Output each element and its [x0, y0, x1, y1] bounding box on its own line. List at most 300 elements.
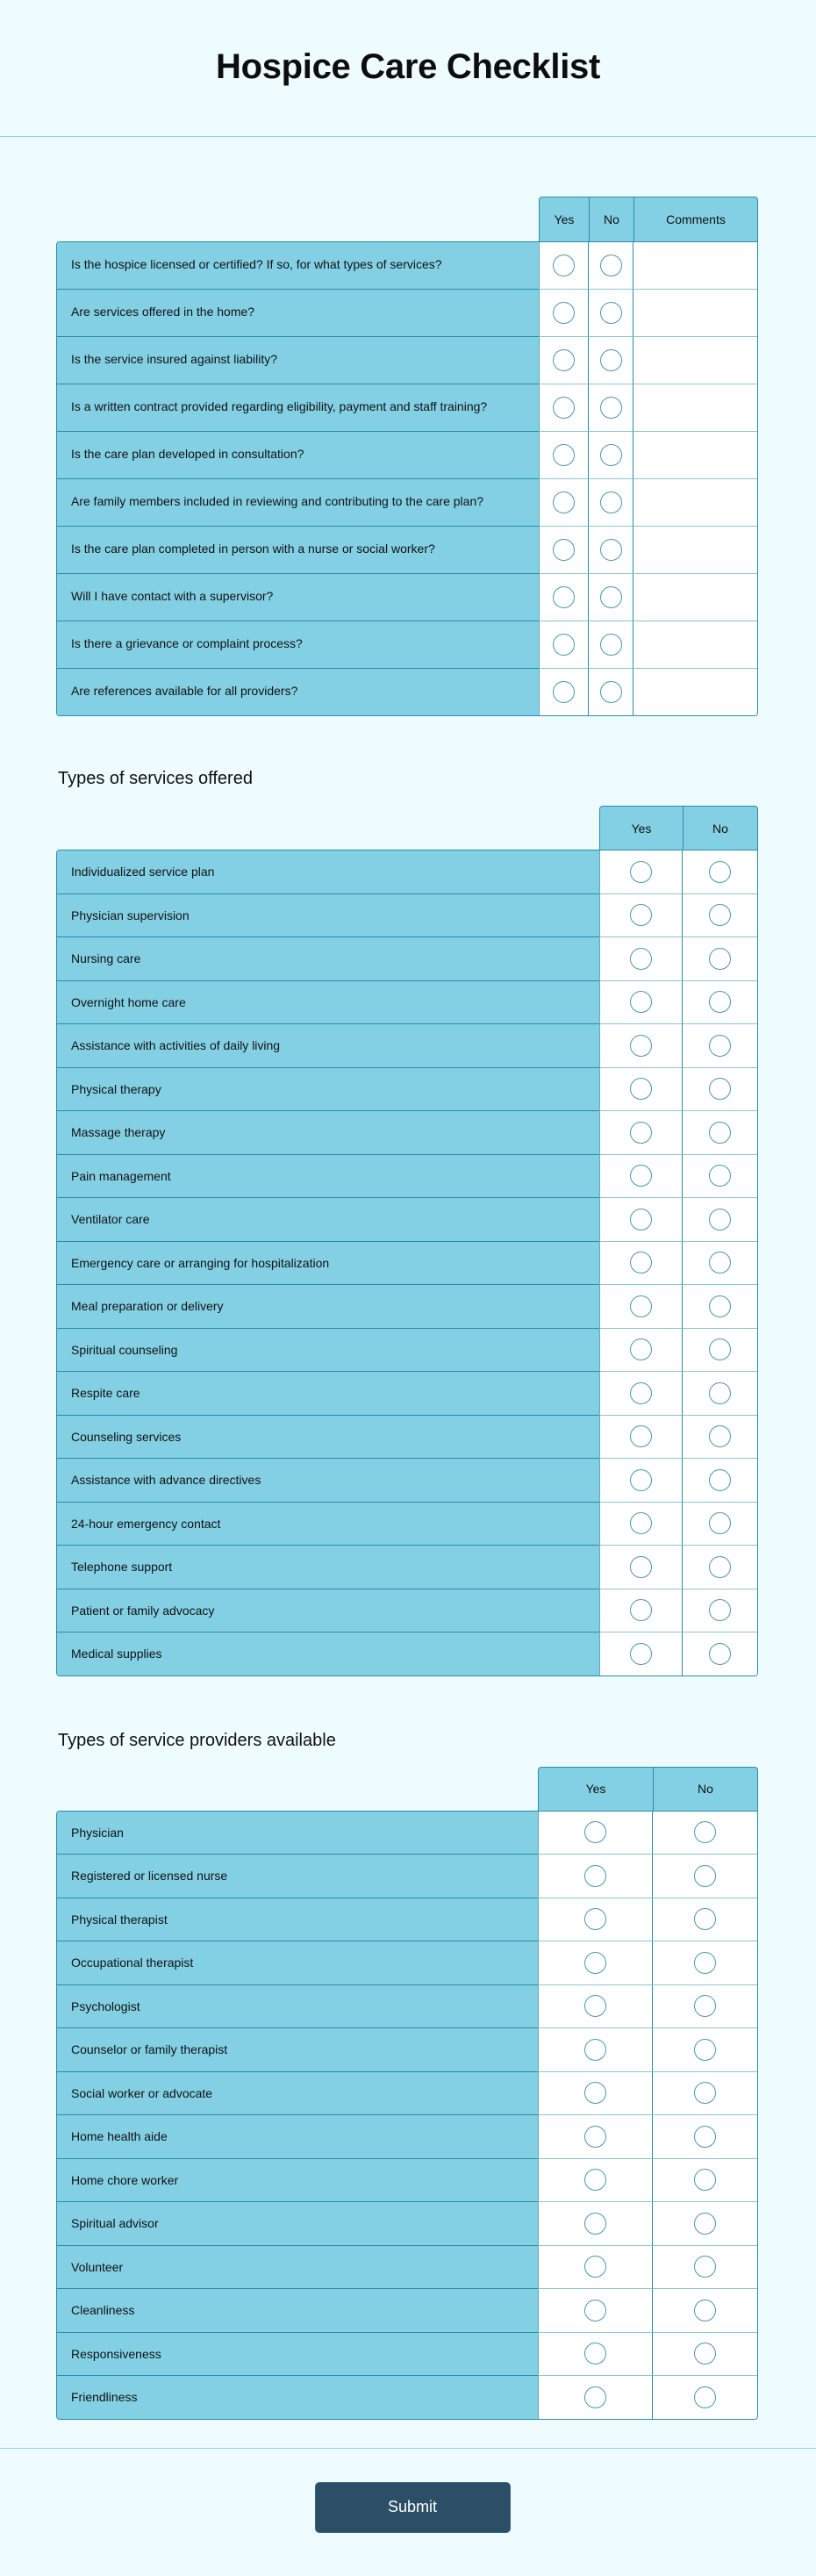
general-questions-table: [56, 197, 758, 716]
no-cell: [588, 384, 633, 432]
yes-cell: [599, 1632, 682, 1675]
no-cell: [682, 1242, 757, 1286]
row-label: Home health aide: [57, 2115, 538, 2159]
no-cell: [652, 2028, 757, 2072]
no-radio[interactable]: [709, 1338, 731, 1360]
table-row: [57, 621, 757, 669]
row-label: Pain management: [57, 1155, 599, 1199]
row-label: Are references available for all providers?: [57, 669, 539, 715]
table-row: [57, 981, 757, 1025]
row-label: Spiritual counseling: [57, 1329, 599, 1373]
yes-radio[interactable]: [584, 1995, 606, 2017]
yes-radio[interactable]: [584, 2126, 606, 2148]
row-label: Is a written contract provided regarding eligibility, payment and staff training?: [57, 384, 539, 432]
row-label: Physical therapy: [57, 1068, 599, 1112]
row-label: Overnight home care: [57, 981, 599, 1025]
yes-radio[interactable]: [630, 1643, 652, 1665]
row-label: Medical supplies: [57, 1632, 599, 1675]
table-row: [57, 1503, 757, 1546]
table-row: [57, 479, 757, 527]
yes-radio[interactable]: [553, 397, 575, 419]
yes-cell: [539, 669, 588, 715]
no-radio[interactable]: [694, 2082, 716, 2104]
no-radio[interactable]: [709, 1382, 731, 1404]
no-cell: [682, 981, 757, 1025]
comment-cell: [633, 337, 757, 384]
yes-radio[interactable]: [630, 1425, 652, 1447]
row-label: 24-hour emergency contact: [57, 1503, 599, 1546]
row-label: Counseling services: [57, 1416, 599, 1460]
no-radio[interactable]: [709, 1599, 731, 1621]
row-label: Volunteer: [57, 2246, 538, 2290]
no-cell: [682, 894, 757, 938]
table-row: [57, 1416, 757, 1460]
no-radio[interactable]: [600, 539, 622, 561]
row-label: Physical therapist: [57, 1898, 538, 1942]
no-radio[interactable]: [600, 397, 622, 419]
yes-radio[interactable]: [630, 1556, 652, 1578]
yes-radio[interactable]: [553, 444, 575, 466]
no-radio[interactable]: [694, 2300, 716, 2321]
comment-input[interactable]: [633, 432, 757, 478]
no-cell: [652, 2289, 757, 2333]
table-row: [57, 850, 757, 894]
table-row: [57, 432, 757, 479]
yes-radio[interactable]: [630, 1035, 652, 1057]
column-header-yes: Yes: [554, 212, 575, 226]
no-radio[interactable]: [694, 2213, 716, 2235]
comment-cell: [633, 479, 757, 527]
services-offered-section: [0, 768, 816, 1676]
yes-radio[interactable]: [584, 2082, 606, 2104]
no-radio[interactable]: [709, 1165, 731, 1187]
no-cell: [652, 2159, 757, 2203]
services-offered-table: [56, 806, 758, 1676]
no-radio[interactable]: [709, 1252, 731, 1274]
yes-cell: [599, 1155, 682, 1199]
no-radio[interactable]: [709, 991, 731, 1013]
row-label: Physician: [57, 1812, 538, 1855]
no-cell: [682, 1198, 757, 1242]
yes-cell: [538, 2159, 652, 2203]
yes-cell: [599, 1285, 682, 1329]
row-label: Are family members included in reviewing and contributing to the care plan?: [57, 479, 539, 527]
yes-cell: [599, 1416, 682, 1460]
no-cell: [682, 1068, 757, 1112]
yes-cell: [538, 2246, 652, 2290]
table-row: [57, 1812, 757, 1855]
yes-cell: [539, 574, 588, 621]
yes-radio[interactable]: [553, 586, 575, 608]
yes-radio[interactable]: [630, 1078, 652, 1100]
no-cell: [652, 1812, 757, 1855]
row-label: Responsiveness: [57, 2333, 538, 2377]
row-label: Friendliness: [57, 2376, 538, 2419]
table-row: [57, 1632, 757, 1675]
row-label: Social worker or advocate: [57, 2072, 538, 2116]
comment-input[interactable]: [633, 621, 757, 668]
yes-radio[interactable]: [630, 1122, 652, 1144]
table-header: [56, 197, 758, 241]
yes-cell: [599, 850, 682, 894]
yes-cell: [538, 2333, 652, 2377]
no-cell: [682, 1111, 757, 1155]
comment-cell: [633, 242, 757, 290]
no-cell: [652, 2202, 757, 2246]
yes-cell: [599, 937, 682, 981]
yes-radio[interactable]: [584, 1821, 606, 1843]
table-row: [57, 2333, 757, 2377]
yes-radio[interactable]: [584, 2213, 606, 2235]
no-cell: [652, 2115, 757, 2159]
page-header: [0, 0, 816, 137]
header-group: [538, 1767, 758, 1811]
no-radio[interactable]: [709, 904, 731, 926]
no-cell: [588, 574, 633, 621]
yes-radio[interactable]: [584, 1865, 606, 1887]
table-row: [57, 290, 757, 337]
table-row: [57, 1068, 757, 1112]
no-cell: [588, 242, 633, 290]
no-radio[interactable]: [600, 681, 622, 703]
no-radio[interactable]: [709, 1209, 731, 1231]
comment-cell: [633, 621, 757, 669]
column-header-yes: Yes: [585, 1782, 606, 1796]
table-row: [57, 527, 757, 574]
no-cell: [588, 527, 633, 574]
yes-radio[interactable]: [584, 1908, 606, 1930]
no-cell: [652, 2246, 757, 2290]
no-radio[interactable]: [694, 1821, 716, 1843]
no-cell: [682, 850, 757, 894]
table-row: [57, 2246, 757, 2290]
table-row: [57, 2028, 757, 2072]
no-cell: [682, 937, 757, 981]
no-cell: [588, 337, 633, 384]
yes-radio[interactable]: [630, 1252, 652, 1274]
comment-input[interactable]: [633, 290, 757, 336]
yes-cell: [538, 2028, 652, 2072]
no-radio[interactable]: [694, 1995, 716, 2017]
no-radio[interactable]: [694, 1865, 716, 1887]
yes-radio[interactable]: [630, 1599, 652, 1621]
page-title: Hospice Care Checklist: [215, 47, 601, 86]
no-cell: [682, 1459, 757, 1503]
yes-radio[interactable]: [630, 948, 652, 970]
no-radio[interactable]: [709, 948, 731, 970]
row-label: Assistance with advance directives: [57, 1459, 599, 1503]
no-radio[interactable]: [694, 1952, 716, 1974]
comment-input[interactable]: [633, 527, 757, 573]
table-header: [56, 1767, 758, 1811]
column-header-no: No: [683, 807, 757, 850]
no-radio[interactable]: [709, 861, 731, 883]
yes-radio[interactable]: [584, 2256, 606, 2278]
row-label: Ventilator care: [57, 1198, 599, 1242]
header-group: [599, 806, 758, 850]
no-cell: [588, 290, 633, 337]
yes-radio[interactable]: [553, 302, 575, 324]
table-row: [57, 2115, 757, 2159]
comment-cell: [633, 290, 757, 337]
no-radio[interactable]: [709, 1469, 731, 1491]
no-cell: [682, 1546, 757, 1589]
row-label: Telephone support: [57, 1546, 599, 1589]
no-radio[interactable]: [600, 302, 622, 324]
yes-radio[interactable]: [553, 634, 575, 656]
no-radio[interactable]: [600, 586, 622, 608]
row-label: Assistance with activities of daily living: [57, 1024, 599, 1068]
comment-input[interactable]: [633, 242, 757, 289]
column-header-no: No: [589, 197, 633, 241]
no-cell: [588, 669, 633, 715]
header-group: [539, 197, 758, 241]
submit-button[interactable]: Submit: [315, 2482, 511, 2533]
no-radio[interactable]: [709, 1035, 731, 1057]
row-label: Is the hospice licensed or certified? If so, for what types of services?: [57, 242, 539, 290]
row-label: Psychologist: [57, 1985, 538, 2029]
table-row: [57, 1242, 757, 1286]
yes-radio[interactable]: [553, 681, 575, 703]
yes-radio[interactable]: [584, 2343, 606, 2364]
comment-input[interactable]: [633, 574, 757, 621]
yes-radio[interactable]: [584, 1952, 606, 1974]
yes-radio[interactable]: [553, 255, 575, 276]
row-label: Cleanliness: [57, 2289, 538, 2333]
comment-cell: [633, 669, 757, 715]
table-row: [57, 1372, 757, 1416]
row-label: Respite care: [57, 1372, 599, 1416]
row-label: Counselor or family therapist: [57, 2028, 538, 2072]
yes-cell: [599, 981, 682, 1025]
yes-cell: [599, 1329, 682, 1373]
row-label: Home chore worker: [57, 2159, 538, 2203]
yes-cell: [599, 1459, 682, 1503]
no-cell: [652, 1941, 757, 1985]
section-title: Types of services offered: [58, 769, 253, 788]
comment-cell: [633, 527, 757, 574]
section-title: Types of service providers available: [58, 1730, 336, 1750]
comment-input[interactable]: [633, 384, 757, 431]
row-label: Meal preparation or delivery: [57, 1285, 599, 1329]
row-label: Occupational therapist: [57, 1941, 538, 1985]
yes-cell: [538, 1812, 652, 1855]
row-label: Is there a grievance or complaint process?: [57, 621, 539, 669]
no-radio[interactable]: [694, 2386, 716, 2408]
yes-cell: [538, 2202, 652, 2246]
no-cell: [682, 1329, 757, 1373]
no-radio[interactable]: [694, 2256, 716, 2278]
yes-cell: [599, 1589, 682, 1633]
no-cell: [652, 1898, 757, 1942]
no-radio[interactable]: [694, 2039, 716, 2061]
table-row: [57, 2376, 757, 2419]
yes-radio[interactable]: [630, 1295, 652, 1317]
yes-cell: [538, 1855, 652, 1898]
table-row: [57, 1285, 757, 1329]
no-radio[interactable]: [694, 2126, 716, 2148]
table-row: [57, 1985, 757, 2029]
table-row: [57, 2159, 757, 2203]
table-row: [57, 384, 757, 432]
no-cell: [652, 1985, 757, 2029]
yes-cell: [539, 242, 588, 290]
no-radio[interactable]: [600, 255, 622, 276]
yes-radio[interactable]: [630, 861, 652, 883]
row-label: Patient or family advocacy: [57, 1589, 599, 1633]
column-header-comments: Comments: [633, 197, 757, 241]
table-row: [57, 337, 757, 384]
yes-cell: [599, 1242, 682, 1286]
yes-cell: [599, 894, 682, 938]
no-cell: [588, 479, 633, 527]
service-providers-table: [56, 1767, 758, 2420]
row-label: Emergency care or arranging for hospitalization: [57, 1242, 599, 1286]
yes-cell: [539, 337, 588, 384]
comment-input[interactable]: [633, 479, 757, 526]
yes-cell: [539, 479, 588, 527]
row-label: Is the care plan developed in consultation?: [57, 432, 539, 479]
yes-cell: [599, 1503, 682, 1546]
comment-cell: [633, 432, 757, 479]
yes-radio[interactable]: [584, 2039, 606, 2061]
no-cell: [682, 1416, 757, 1460]
yes-cell: [599, 1198, 682, 1242]
no-radio[interactable]: [709, 1425, 731, 1447]
no-radio[interactable]: [709, 1295, 731, 1317]
yes-cell: [538, 2376, 652, 2419]
table-row: [57, 1898, 757, 1942]
yes-radio[interactable]: [630, 991, 652, 1013]
yes-radio[interactable]: [584, 2300, 606, 2321]
no-cell: [682, 1285, 757, 1329]
table-header: [56, 806, 758, 850]
no-radio[interactable]: [694, 2169, 716, 2191]
table-row: [57, 574, 757, 621]
table-row: [57, 1198, 757, 1242]
yes-cell: [599, 1111, 682, 1155]
no-cell: [652, 1855, 757, 1898]
service-providers-section: [0, 1730, 816, 2420]
table-row: [57, 1329, 757, 1373]
no-cell: [682, 1155, 757, 1199]
no-radio[interactable]: [709, 1556, 731, 1578]
yes-radio[interactable]: [553, 539, 575, 561]
row-label: Nursing care: [57, 937, 599, 981]
no-cell: [682, 1632, 757, 1675]
yes-cell: [538, 2289, 652, 2333]
row-label: Physician supervision: [57, 894, 599, 938]
yes-radio[interactable]: [553, 349, 575, 371]
table-row: [57, 242, 757, 290]
no-radio[interactable]: [694, 2343, 716, 2364]
yes-cell: [599, 1372, 682, 1416]
table-row: [57, 937, 757, 981]
yes-radio[interactable]: [630, 1209, 652, 1231]
no-radio[interactable]: [709, 1122, 731, 1144]
comment-cell: [633, 384, 757, 432]
yes-cell: [539, 527, 588, 574]
comment-input[interactable]: [633, 337, 757, 384]
yes-radio[interactable]: [630, 1382, 652, 1404]
yes-cell: [538, 1898, 652, 1942]
no-cell: [652, 2333, 757, 2377]
no-radio[interactable]: [600, 444, 622, 466]
row-label: Will I have contact with a supervisor?: [57, 574, 539, 621]
yes-cell: [538, 2115, 652, 2159]
no-radio[interactable]: [694, 1908, 716, 1930]
table-row: [57, 1024, 757, 1068]
column-header-no: No: [653, 1768, 757, 1811]
row-label: Individualized service plan: [57, 850, 599, 894]
column-header-yes: Yes: [631, 821, 652, 836]
table-row: [57, 1589, 757, 1633]
table-row: [57, 669, 757, 715]
no-cell: [588, 621, 633, 669]
no-cell: [682, 1024, 757, 1068]
no-cell: [682, 1503, 757, 1546]
yes-cell: [538, 1941, 652, 1985]
yes-radio[interactable]: [584, 2386, 606, 2408]
no-radio[interactable]: [709, 1512, 731, 1534]
row-label: Are services offered in the home?: [57, 290, 539, 337]
yes-radio[interactable]: [630, 1469, 652, 1491]
table-row: [57, 894, 757, 938]
general-questions-section: [0, 197, 816, 716]
yes-radio[interactable]: [630, 1338, 652, 1360]
yes-radio[interactable]: [553, 492, 575, 513]
yes-cell: [539, 290, 588, 337]
no-radio[interactable]: [709, 1643, 731, 1665]
comment-input[interactable]: [633, 669, 757, 715]
yes-cell: [599, 1068, 682, 1112]
no-radio[interactable]: [709, 1078, 731, 1100]
table-row: [57, 1855, 757, 1898]
yes-radio[interactable]: [630, 1165, 652, 1187]
table-body: [56, 241, 758, 716]
no-cell: [682, 1589, 757, 1633]
table-row: [57, 1111, 757, 1155]
row-label: Registered or licensed nurse: [57, 1855, 538, 1898]
form-footer: [0, 2448, 816, 2576]
table-row: [57, 1546, 757, 1589]
no-radio[interactable]: [600, 634, 622, 656]
table-row: [57, 1459, 757, 1503]
row-label: Spiritual advisor: [57, 2202, 538, 2246]
no-cell: [682, 1372, 757, 1416]
no-radio[interactable]: [600, 492, 622, 513]
row-label: Is the service insured against liability?: [57, 337, 539, 384]
yes-cell: [539, 384, 588, 432]
table-body: [56, 1811, 758, 2420]
table-row: [57, 1941, 757, 1985]
table-row: [57, 2289, 757, 2333]
table-row: [57, 2072, 757, 2116]
no-radio[interactable]: [600, 349, 622, 371]
row-label: Is the care plan completed in person with a nurse or social worker?: [57, 527, 539, 574]
table-row: [57, 1155, 757, 1199]
comment-cell: [633, 574, 757, 621]
yes-radio[interactable]: [584, 2169, 606, 2191]
yes-radio[interactable]: [630, 1512, 652, 1534]
checklist-form: [0, 137, 816, 2576]
yes-cell: [539, 621, 588, 669]
yes-cell: [539, 432, 588, 479]
no-cell: [588, 432, 633, 479]
yes-cell: [599, 1546, 682, 1589]
no-cell: [652, 2072, 757, 2116]
yes-radio[interactable]: [630, 904, 652, 926]
